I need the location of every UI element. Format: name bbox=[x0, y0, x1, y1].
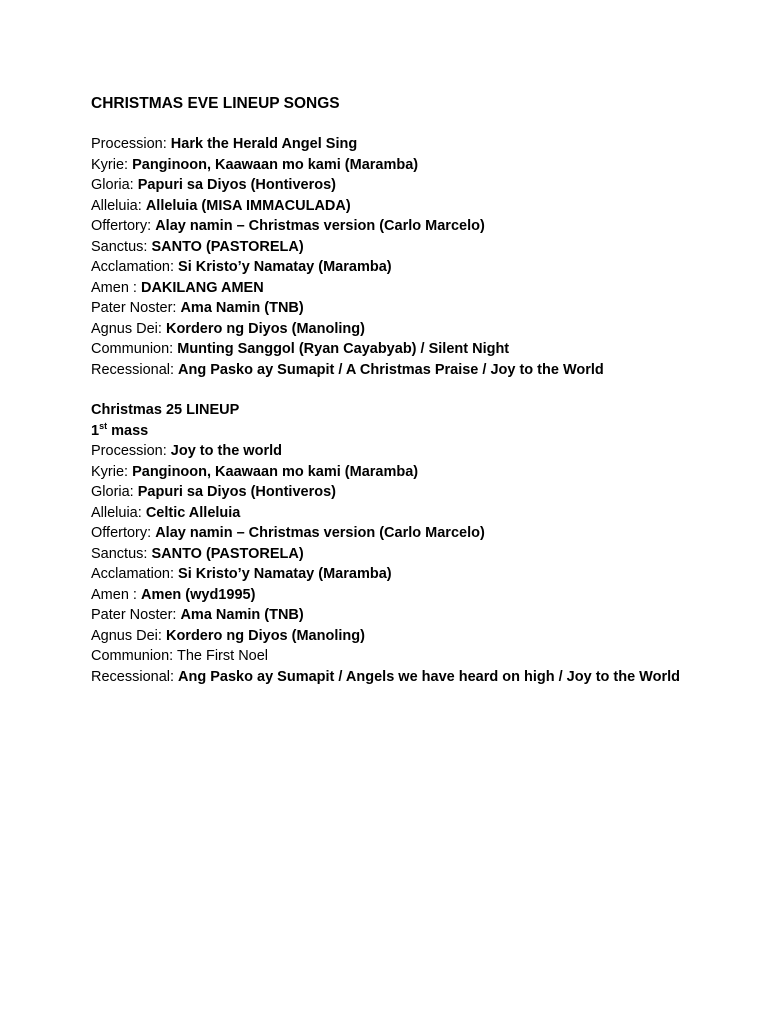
c25-line-agnus-dei bbox=[91, 626, 731, 647]
eve-line-kyrie bbox=[91, 155, 731, 176]
c25-line-sanctus bbox=[91, 544, 731, 565]
eve-line-acclamation bbox=[91, 257, 731, 278]
c25-line-recessional bbox=[91, 667, 731, 688]
line-value: SANTO (PASTORELA) bbox=[151, 238, 304, 255]
eve-line-communion bbox=[91, 339, 731, 360]
christmas25-section bbox=[91, 400, 731, 687]
line-label: Procession: bbox=[91, 443, 171, 459]
eve-line-amen bbox=[91, 278, 731, 299]
line-label: Sanctus: bbox=[91, 238, 152, 255]
c25-line-communion bbox=[91, 646, 731, 667]
c25-line-alleluia bbox=[91, 503, 731, 524]
eve-line-procession bbox=[91, 134, 731, 155]
line-label: Recessional: bbox=[91, 361, 179, 378]
c25-line-procession bbox=[91, 441, 731, 462]
line-label: Agnus Dei: bbox=[91, 320, 166, 337]
eve-line-pater-noster bbox=[91, 298, 731, 319]
line-label: Offertory: bbox=[91, 218, 156, 234]
eve-line-agnus-dei bbox=[91, 319, 731, 340]
line-label: Acclamation: bbox=[91, 259, 179, 275]
line-value: Si Kristo’y Namatay (Maramba) bbox=[178, 259, 392, 275]
line-label: Pater Noster: bbox=[91, 300, 181, 316]
line-label: Communion: bbox=[91, 648, 177, 664]
c25-line-amen bbox=[91, 585, 731, 606]
line-value: Panginoon, Kaawaan mo kami (Maramba) bbox=[132, 156, 419, 173]
line-label: Alleluia: bbox=[91, 504, 146, 521]
eve-line-alleluia bbox=[91, 196, 731, 217]
c25-line-gloria bbox=[91, 482, 731, 503]
c25-line-pater-noster bbox=[91, 605, 731, 626]
line-label: Amen : bbox=[91, 279, 141, 296]
line-label: Recessional: bbox=[91, 668, 179, 685]
christmas25-heading: Christmas 25 LINEUP bbox=[91, 402, 240, 418]
eve-line-recessional bbox=[91, 360, 731, 381]
document-page bbox=[91, 93, 731, 707]
line-value: Kordero ng Diyos (Manoling) bbox=[165, 320, 365, 337]
line-label: Agnus Dei: bbox=[91, 627, 166, 644]
line-label: Pater Noster: bbox=[91, 607, 181, 623]
document-title: CHRISTMAS EVE LINEUP SONGS bbox=[91, 95, 340, 112]
c25-line-offertory bbox=[91, 523, 731, 544]
line-value: The First Noel bbox=[176, 648, 269, 664]
mass-suffix: st bbox=[99, 420, 108, 431]
line-value: Si Kristo’y Namatay (Maramba) bbox=[178, 566, 392, 582]
line-label: Alleluia: bbox=[91, 197, 146, 214]
line-value: Alleluia (MISA IMMACULADA) bbox=[145, 197, 351, 214]
line-value: Kordero ng Diyos (Manoling) bbox=[165, 627, 365, 644]
line-value: Ang Pasko ay Sumapit / Angels we have heard on high / Joy to the World bbox=[178, 668, 680, 685]
eve-line-gloria bbox=[91, 175, 731, 196]
line-label: Amen : bbox=[91, 586, 141, 603]
mass-label bbox=[91, 421, 731, 442]
line-label: Communion: bbox=[91, 341, 178, 357]
eve-lineup-section bbox=[91, 134, 731, 380]
line-value: Celtic Alleluia bbox=[145, 504, 241, 521]
line-label: Procession: bbox=[91, 136, 171, 152]
line-value: Hark the Herald Angel Sing bbox=[170, 136, 358, 152]
line-value: Ama Namin (TNB) bbox=[180, 607, 304, 623]
c25-line-acclamation bbox=[91, 564, 731, 585]
line-label: Acclamation: bbox=[91, 566, 179, 582]
eve-line-sanctus bbox=[91, 237, 731, 258]
line-value: Alay namin – Christmas version (Carlo Marcelo) bbox=[155, 525, 485, 541]
mass-number: 1 bbox=[91, 422, 100, 439]
line-value: Amen (wyd1995) bbox=[140, 586, 256, 603]
line-value: Alay namin – Christmas version (Carlo Marcelo) bbox=[155, 218, 485, 234]
line-label: Kyrie: bbox=[91, 463, 133, 480]
line-value: Panginoon, Kaawaan mo kami (Maramba) bbox=[132, 463, 419, 480]
line-value: Ama Namin (TNB) bbox=[180, 300, 304, 316]
line-value: Papuri sa Diyos (Hontiveros) bbox=[137, 177, 336, 193]
line-value: Joy to the world bbox=[170, 443, 282, 459]
line-label: Sanctus: bbox=[91, 545, 152, 562]
line-label: Kyrie: bbox=[91, 156, 133, 173]
line-value: Ang Pasko ay Sumapit / A Christmas Praise / Joy to the World bbox=[178, 361, 604, 378]
line-value: Munting Sanggol (Ryan Cayabyab) / Silent Night bbox=[177, 341, 510, 357]
mass-word: mass bbox=[107, 422, 149, 439]
line-label: Gloria: bbox=[91, 484, 138, 500]
line-value: SANTO (PASTORELA) bbox=[151, 545, 304, 562]
line-value: DAKILANG AMEN bbox=[140, 279, 264, 296]
line-label: Gloria: bbox=[91, 177, 138, 193]
line-value: Papuri sa Diyos (Hontiveros) bbox=[137, 484, 336, 500]
line-label: Offertory: bbox=[91, 525, 156, 541]
c25-line-kyrie bbox=[91, 462, 731, 483]
eve-line-offertory bbox=[91, 216, 731, 237]
